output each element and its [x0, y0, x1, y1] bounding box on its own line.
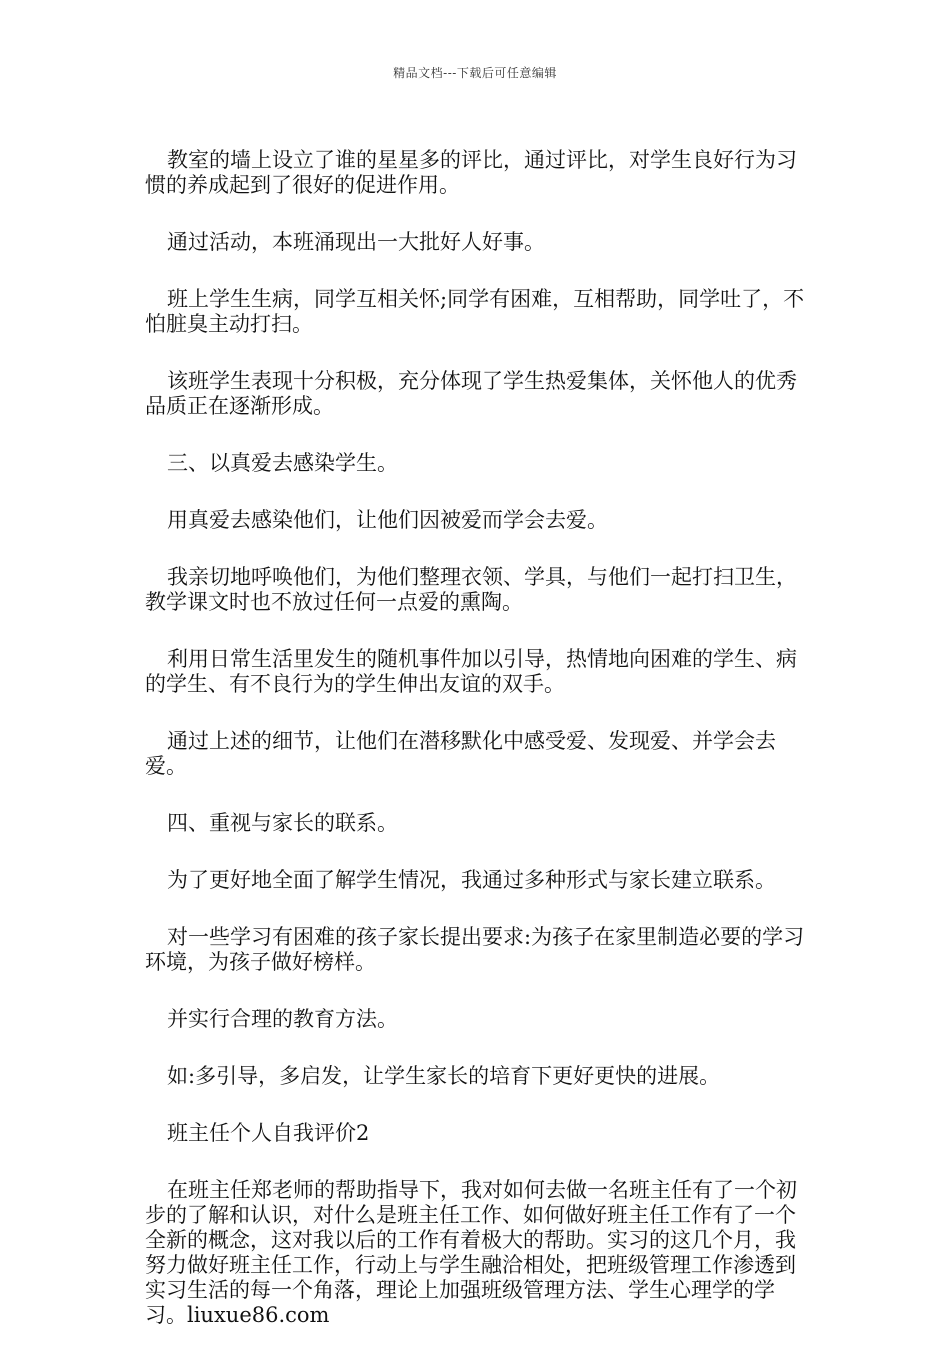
document-body	[145, 148, 813, 1360]
paragraph: 利用日常生活里发生的随机事件加以引导，热情地向困难的学生、病的学生、有不良行为的学生伸出友谊的双手。	[145, 647, 797, 696]
paragraph: 该班学生表现十分积极，充分体现了学生热爱集体，关怀他人的优秀品质正在逐渐形成。	[145, 369, 797, 418]
paragraph: 我亲切地呼唤他们，为他们整理衣领、学具，与他们一起打扫卫生，教学课文时也不放过任何一点爱的熏陶。	[145, 565, 797, 614]
paragraph: 并实行合理的教育方法。	[167, 1007, 398, 1031]
paragraph: 通过上述的细节，让他们在潜移默化中感受爱、发现爱、并学会去爱。	[145, 729, 776, 778]
section-heading: 三、以真爱去感染学生。	[167, 451, 398, 475]
section-heading: 四、重视与家长的联系。	[167, 811, 398, 835]
paragraph: 教室的墙上设立了谁的星星多的评比，通过评比，对学生良好行为习惯的养成起到了很好的促进作用。	[145, 148, 797, 197]
document-title: 班主任个人自我评价2	[167, 1121, 370, 1145]
paragraph: 通过活动，本班涌现出一大批好人好事。	[167, 230, 545, 254]
paragraph: 为了更好地全面了解学生情况，我通过多种形式与家长建立联系。	[167, 868, 776, 892]
paragraph: 如:多引导，多启发，让学生家长的培育下更好更快的进展。	[167, 1064, 721, 1088]
paragraph: 班上学生生病，同学互相关怀;同学有困难，互相帮助，同学吐了，不怕脏臭主动打扫。	[145, 287, 805, 336]
page-header: 精品文档---下载后可任意编辑	[393, 66, 557, 80]
paragraph: 用真爱去感染他们，让他们因被爱而学会去爱。	[167, 508, 608, 532]
paragraph: 对一些学习有困难的孩子家长提出要求:为孩子在家里制造必要的学习环境，为孩子做好榜样。	[145, 925, 805, 974]
paragraph: 在班主任郑老师的帮助指导下，我对如何去做一名班主任有了一个初步的了解和认识，对什么是班主任工作、如何做好班主任工作有了一个全新的概念，这对我以后的工作有着极大的帮助。实习的这几个月，我努力做好班主任工作，行动上与学生融洽相处，把班级管理工作渗透到实习生活的每一个角落，理论上加强班级管理方法、学生心理学的学习。liuxue86.com	[145, 1178, 797, 1327]
